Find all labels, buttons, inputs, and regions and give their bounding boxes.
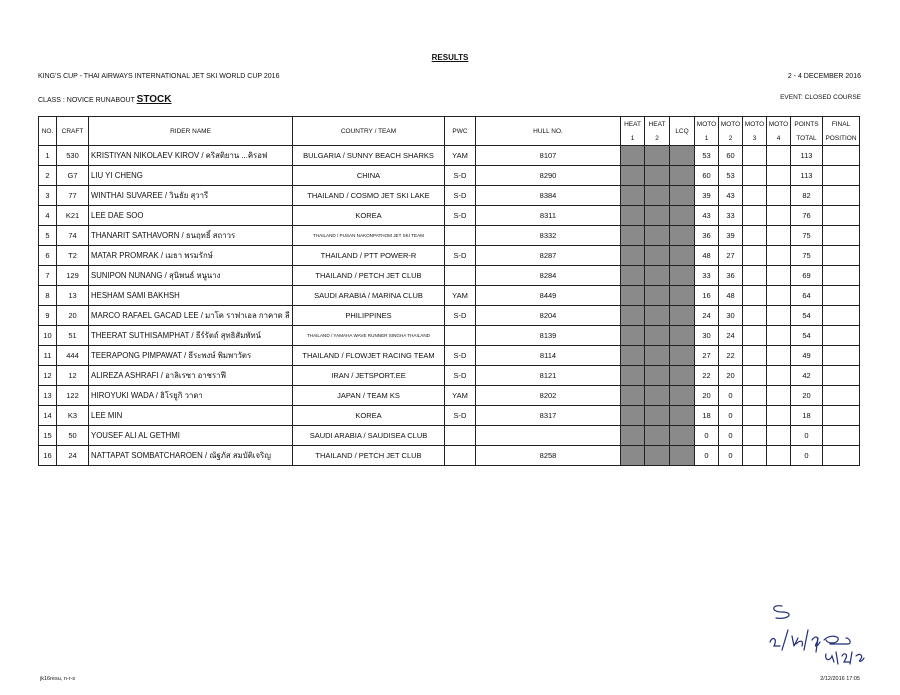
header-row	[39, 117, 860, 132]
cell-craft: K21	[57, 206, 89, 226]
cell-points-total: 76	[791, 206, 823, 226]
col-no: NO.	[39, 117, 57, 146]
cell-moto3	[743, 226, 767, 246]
cell-heat2	[645, 426, 670, 446]
cell-moto2: 0	[719, 446, 743, 466]
cell-hull-no: 8202	[476, 386, 621, 406]
cell-rider-name: HESHAM SAMI BAKHSH	[89, 286, 293, 306]
cell-final-position	[823, 146, 860, 166]
cell-craft: 24	[57, 446, 89, 466]
table-row	[39, 246, 860, 266]
col-heat2-num: 2	[645, 131, 670, 146]
cell-lcq	[670, 266, 695, 286]
results-body	[39, 146, 860, 466]
cell-moto4	[767, 186, 791, 206]
cell-moto3	[743, 146, 767, 166]
cell-heat1	[621, 206, 645, 226]
handwritten-signature	[760, 600, 880, 670]
cell-lcq	[670, 346, 695, 366]
event-name: KING'S CUP - THAI AIRWAYS INTERNATIONAL JET SKI WORLD CUP 2016	[38, 73, 280, 80]
cell-heat2	[645, 386, 670, 406]
cell-moto1: 27	[695, 346, 719, 366]
cell-country-team: IRAN / JETSPORT.EE	[293, 366, 445, 386]
cell-lcq	[670, 206, 695, 226]
cell-craft: 50	[57, 426, 89, 446]
cell-heat1	[621, 226, 645, 246]
cell-no: 1	[39, 146, 57, 166]
class-stock: STOCK	[136, 94, 172, 105]
cell-no: 7	[39, 266, 57, 286]
cell-moto3	[743, 166, 767, 186]
cell-country-team: KOREA	[293, 406, 445, 426]
table-row	[39, 166, 860, 186]
cell-moto4	[767, 386, 791, 406]
cell-pwc: YAM	[445, 386, 476, 406]
col-lcq: LCQ	[670, 117, 695, 146]
cell-moto1: 53	[695, 146, 719, 166]
cell-moto4	[767, 346, 791, 366]
col-moto1: MOTO	[695, 117, 719, 132]
table-row	[39, 146, 860, 166]
cell-heat2	[645, 366, 670, 386]
class-line	[38, 94, 172, 105]
cell-hull-no: 8139	[476, 326, 621, 346]
cell-lcq	[670, 406, 695, 426]
cell-pwc: S-D	[445, 346, 476, 366]
cell-moto4	[767, 266, 791, 286]
col-moto4-num: 4	[767, 131, 791, 146]
cell-points-total: 113	[791, 146, 823, 166]
cell-moto3	[743, 286, 767, 306]
cell-moto4	[767, 146, 791, 166]
col-moto3-num: 3	[743, 131, 767, 146]
cell-rider-name: MARCO RAFAEL GACAD LEE / มาโค ราฟาเอล กาคาด ลี	[89, 306, 293, 326]
cell-moto3	[743, 306, 767, 326]
table-row	[39, 306, 860, 326]
cell-no: 10	[39, 326, 57, 346]
cell-rider-name: THANARIT SATHAVORN / ธนฤทธิ์ สถาวร	[89, 226, 293, 246]
col-rider: RIDER NAME	[89, 117, 293, 146]
cell-country-team: THAILAND / PETCH JET CLUB	[293, 446, 445, 466]
col-heat2: HEAT	[645, 117, 670, 132]
cell-final-position	[823, 426, 860, 446]
cell-moto2: 0	[719, 426, 743, 446]
cell-moto1: 39	[695, 186, 719, 206]
table-row	[39, 326, 860, 346]
cell-rider-name: LEE MIN	[89, 406, 293, 426]
cell-country-team: THAILAND / PETCH JET CLUB	[293, 266, 445, 286]
cell-lcq	[670, 186, 695, 206]
cell-no: 13	[39, 386, 57, 406]
cell-final-position	[823, 246, 860, 266]
cell-country-team: KOREA	[293, 206, 445, 226]
cell-no: 16	[39, 446, 57, 466]
cell-final-position	[823, 166, 860, 186]
cell-heat1	[621, 366, 645, 386]
col-points-total: TOTAL	[791, 131, 823, 146]
cell-moto1: 60	[695, 166, 719, 186]
cell-craft: K3	[57, 406, 89, 426]
cell-hull-no: 8332	[476, 226, 621, 246]
col-moto4: MOTO	[767, 117, 791, 132]
cell-final-position	[823, 306, 860, 326]
cell-hull-no: 8284	[476, 266, 621, 286]
cell-heat2	[645, 346, 670, 366]
cell-country-team: THAILAND / YAMAHA WAVE RUNNER SINGHA THAILAND	[293, 326, 445, 346]
col-final-position: POSITION	[823, 131, 860, 146]
cell-craft: T2	[57, 246, 89, 266]
cell-moto2: 43	[719, 186, 743, 206]
cell-lcq	[670, 146, 695, 166]
cell-moto2: 30	[719, 306, 743, 326]
cell-moto3	[743, 326, 767, 346]
cell-moto4	[767, 306, 791, 326]
cell-final-position	[823, 226, 860, 246]
cell-moto1: 33	[695, 266, 719, 286]
cell-rider-name: THEERAT SUTHISAMPHAT / ธีร์รัตถ์ สุทธิสัมพัทน์	[89, 326, 293, 346]
cell-moto3	[743, 426, 767, 446]
table-row	[39, 286, 860, 306]
col-moto3: MOTO	[743, 117, 767, 132]
cell-points-total: 113	[791, 166, 823, 186]
cell-heat1	[621, 326, 645, 346]
cell-heat2	[645, 406, 670, 426]
cell-moto2: 0	[719, 406, 743, 426]
cell-hull-no: 8287	[476, 246, 621, 266]
cell-hull-no	[476, 426, 621, 446]
cell-heat1	[621, 386, 645, 406]
cell-lcq	[670, 326, 695, 346]
cell-rider-name: HIROYUKI WADA / ฮิโรยูกิ วาดา	[89, 386, 293, 406]
cell-no: 15	[39, 426, 57, 446]
cell-rider-name: SUNIPON NUNANG / สุนิพนธ์ หนูนาง	[89, 266, 293, 286]
cell-heat1	[621, 146, 645, 166]
cell-pwc: S-D	[445, 186, 476, 206]
col-craft: CRAFT	[57, 117, 89, 146]
cell-points-total: 54	[791, 326, 823, 346]
cell-moto2: 36	[719, 266, 743, 286]
cell-rider-name: MATAR PROMRAK / เมธา พรมรักษ์	[89, 246, 293, 266]
cell-moto4	[767, 246, 791, 266]
cell-moto2: 22	[719, 346, 743, 366]
cell-craft: 77	[57, 186, 89, 206]
cell-heat2	[645, 206, 670, 226]
cell-moto4	[767, 406, 791, 426]
cell-moto2: 48	[719, 286, 743, 306]
cell-lcq	[670, 226, 695, 246]
cell-heat1	[621, 186, 645, 206]
cell-points-total: 20	[791, 386, 823, 406]
col-final: FINAL	[823, 117, 860, 132]
cell-rider-name: LEE DAE SOO	[89, 206, 293, 226]
cell-no: 11	[39, 346, 57, 366]
cell-moto1: 18	[695, 406, 719, 426]
cell-moto1: 0	[695, 426, 719, 446]
cell-rider-name: LIU YI CHENG	[89, 166, 293, 186]
class-prefix: CLASS : NOVICE RUNABOUT	[38, 97, 137, 104]
cell-heat2	[645, 446, 670, 466]
cell-country-team: JAPAN / TEAM KS	[293, 386, 445, 406]
cell-lcq	[670, 246, 695, 266]
cell-moto3	[743, 446, 767, 466]
cell-pwc: S-D	[445, 406, 476, 426]
cell-country-team: THAILAND / PUSAN NAKONPATHOM JET SKI TEAM	[293, 226, 445, 246]
cell-moto3	[743, 386, 767, 406]
cell-moto2: 53	[719, 166, 743, 186]
cell-country-team: CHINA	[293, 166, 445, 186]
cell-heat2	[645, 226, 670, 246]
cell-points-total: 75	[791, 226, 823, 246]
cell-pwc: S-D	[445, 166, 476, 186]
cell-craft: 20	[57, 306, 89, 326]
cell-moto4	[767, 446, 791, 466]
cell-moto4	[767, 166, 791, 186]
cell-lcq	[670, 306, 695, 326]
cell-moto4	[767, 326, 791, 346]
cell-pwc: YAM	[445, 286, 476, 306]
cell-rider-name: TEERAPONG PIMPAWAT / ธีระพงษ์ พิมพาวัตร	[89, 346, 293, 366]
cell-moto3	[743, 186, 767, 206]
cell-craft: 74	[57, 226, 89, 246]
cell-heat1	[621, 266, 645, 286]
cell-no: 4	[39, 206, 57, 226]
cell-moto2: 39	[719, 226, 743, 246]
cell-final-position	[823, 406, 860, 426]
cell-pwc	[445, 226, 476, 246]
cell-pwc	[445, 426, 476, 446]
cell-moto1: 36	[695, 226, 719, 246]
table-row	[39, 206, 860, 226]
cell-moto1: 0	[695, 446, 719, 466]
cell-craft: 444	[57, 346, 89, 366]
cell-heat1	[621, 406, 645, 426]
cell-final-position	[823, 386, 860, 406]
cell-moto2: 33	[719, 206, 743, 226]
cell-heat2	[645, 306, 670, 326]
cell-moto1: 22	[695, 366, 719, 386]
cell-country-team: THAILAND / COSMO JET SKI LAKE	[293, 186, 445, 206]
footer-file-code: jk16resu, n-r-s	[40, 676, 76, 682]
table-row	[39, 186, 860, 206]
cell-moto1: 43	[695, 206, 719, 226]
cell-final-position	[823, 266, 860, 286]
cell-heat1	[621, 306, 645, 326]
cell-moto3	[743, 406, 767, 426]
cell-final-position	[823, 206, 860, 226]
cell-heat1	[621, 246, 645, 266]
cell-no: 5	[39, 226, 57, 246]
cell-heat2	[645, 326, 670, 346]
cell-moto3	[743, 246, 767, 266]
cell-points-total: 18	[791, 406, 823, 426]
cell-moto1: 16	[695, 286, 719, 306]
table-row	[39, 386, 860, 406]
cell-pwc: YAM	[445, 146, 476, 166]
cell-hull-no: 8449	[476, 286, 621, 306]
table-row	[39, 366, 860, 386]
cell-moto1: 48	[695, 246, 719, 266]
cell-hull-no: 8121	[476, 366, 621, 386]
table-row	[39, 346, 860, 366]
cell-country-team: SAUDI ARABIA / MARINA CLUB	[293, 286, 445, 306]
cell-rider-name: ALIREZA ASHRAFI / อาลิเรซา อาชราฟี	[89, 366, 293, 386]
table-row	[39, 426, 860, 446]
cell-hull-no: 8311	[476, 206, 621, 226]
cell-moto4	[767, 366, 791, 386]
col-country: COUNTRY / TEAM	[293, 117, 445, 146]
col-moto2: MOTO	[719, 117, 743, 132]
cell-lcq	[670, 366, 695, 386]
cell-craft: 530	[57, 146, 89, 166]
cell-moto2: 27	[719, 246, 743, 266]
cell-rider-name: NATTAPAT SOMBATCHAROEN / ณัฐภัส สมบัติเจริญ	[89, 446, 293, 466]
cell-moto3	[743, 206, 767, 226]
cell-country-team: SAUDI ARABIA / SAUDISEA CLUB	[293, 426, 445, 446]
cell-no: 8	[39, 286, 57, 306]
cell-moto2: 24	[719, 326, 743, 346]
event-type: EVENT: CLOSED COURSE	[780, 94, 861, 101]
cell-moto2: 60	[719, 146, 743, 166]
table-row	[39, 406, 860, 426]
cell-moto4	[767, 286, 791, 306]
cell-country-team: BULGARIA / SUNNY BEACH SHARKS	[293, 146, 445, 166]
cell-final-position	[823, 186, 860, 206]
cell-hull-no: 8258	[476, 446, 621, 466]
cell-heat1	[621, 446, 645, 466]
cell-pwc: S-D	[445, 206, 476, 226]
cell-heat2	[645, 186, 670, 206]
cell-hull-no: 8290	[476, 166, 621, 186]
cell-country-team: THAILAND / PTT POWER-R	[293, 246, 445, 266]
cell-moto2: 20	[719, 366, 743, 386]
cell-moto2: 0	[719, 386, 743, 406]
cell-no: 6	[39, 246, 57, 266]
cell-heat2	[645, 146, 670, 166]
page-title: RESULTS	[431, 53, 469, 62]
cell-moto1: 30	[695, 326, 719, 346]
cell-heat2	[645, 266, 670, 286]
cell-final-position	[823, 446, 860, 466]
cell-hull-no: 8384	[476, 186, 621, 206]
cell-pwc: S-D	[445, 366, 476, 386]
table-row	[39, 266, 860, 286]
cell-pwc	[445, 266, 476, 286]
cell-points-total: 54	[791, 306, 823, 326]
cell-points-total: 64	[791, 286, 823, 306]
cell-hull-no: 8317	[476, 406, 621, 426]
cell-heat1	[621, 286, 645, 306]
cell-moto3	[743, 266, 767, 286]
table-row	[39, 226, 860, 246]
cell-rider-name: YOUSEF ALI AL GETHMI	[89, 426, 293, 446]
cell-no: 9	[39, 306, 57, 326]
cell-points-total: 75	[791, 246, 823, 266]
cell-country-team: PHILIPPINES	[293, 306, 445, 326]
cell-rider-name: KRISTIYAN NIKOLAEV KIROV / คริสติยาน ...คิรอฟ	[89, 146, 293, 166]
cell-points-total: 0	[791, 426, 823, 446]
cell-heat2	[645, 246, 670, 266]
cell-hull-no: 8204	[476, 306, 621, 326]
cell-heat1	[621, 346, 645, 366]
cell-pwc: S-D	[445, 306, 476, 326]
cell-points-total: 49	[791, 346, 823, 366]
col-hull: HULL NO.	[476, 117, 621, 146]
col-points: POINTS	[791, 117, 823, 132]
cell-moto1: 20	[695, 386, 719, 406]
cell-lcq	[670, 446, 695, 466]
cell-points-total: 42	[791, 366, 823, 386]
results-table	[38, 116, 860, 466]
cell-no: 2	[39, 166, 57, 186]
cell-points-total: 82	[791, 186, 823, 206]
cell-lcq	[670, 286, 695, 306]
cell-lcq	[670, 166, 695, 186]
cell-heat1	[621, 426, 645, 446]
col-moto1-num: 1	[695, 131, 719, 146]
cell-rider-name: WINTHAI SUVAREE / วินธัย สุวารี	[89, 186, 293, 206]
cell-no: 14	[39, 406, 57, 426]
cell-hull-no: 8107	[476, 146, 621, 166]
col-pwc: PWC	[445, 117, 476, 146]
cell-final-position	[823, 366, 860, 386]
cell-pwc	[445, 446, 476, 466]
cell-moto1: 24	[695, 306, 719, 326]
cell-moto3	[743, 346, 767, 366]
cell-hull-no: 8114	[476, 346, 621, 366]
cell-craft: G7	[57, 166, 89, 186]
cell-points-total: 0	[791, 446, 823, 466]
cell-craft: 122	[57, 386, 89, 406]
cell-craft: 129	[57, 266, 89, 286]
cell-moto4	[767, 426, 791, 446]
cell-heat2	[645, 286, 670, 306]
cell-moto4	[767, 226, 791, 246]
col-heat1: HEAT	[621, 117, 645, 132]
footer-timestamp: 2/12/2016 17:05	[820, 676, 860, 682]
table-row	[39, 446, 860, 466]
cell-country-team: THAILAND / FLOWJET RACING TEAM	[293, 346, 445, 366]
col-moto2-num: 2	[719, 131, 743, 146]
cell-craft: 51	[57, 326, 89, 346]
cell-craft: 13	[57, 286, 89, 306]
cell-final-position	[823, 346, 860, 366]
cell-no: 3	[39, 186, 57, 206]
cell-heat1	[621, 166, 645, 186]
cell-heat2	[645, 166, 670, 186]
cell-no: 12	[39, 366, 57, 386]
cell-final-position	[823, 286, 860, 306]
cell-pwc	[445, 326, 476, 346]
col-heat1-num: 1	[621, 131, 645, 146]
cell-moto3	[743, 366, 767, 386]
cell-lcq	[670, 386, 695, 406]
cell-moto4	[767, 206, 791, 226]
cell-points-total: 69	[791, 266, 823, 286]
cell-lcq	[670, 426, 695, 446]
cell-craft: 12	[57, 366, 89, 386]
cell-pwc: S-D	[445, 246, 476, 266]
cell-final-position	[823, 326, 860, 346]
event-dates: 2 - 4 DECEMBER 2016	[787, 73, 861, 80]
